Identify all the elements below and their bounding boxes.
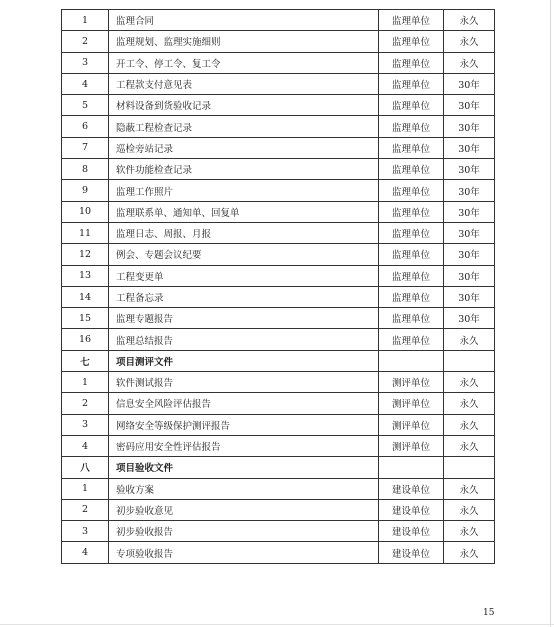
page-number: 15: [483, 608, 495, 618]
row-responsible-unit: 建设单位: [379, 499, 444, 520]
row-number: 3: [62, 414, 109, 435]
table-row: [62, 499, 495, 520]
row-retention-period: 永久: [444, 393, 495, 414]
row-retention-period: 30年: [444, 265, 495, 286]
row-retention-period: 永久: [444, 542, 495, 563]
table-row: [62, 222, 495, 243]
table-row: [62, 73, 495, 94]
row-number: 11: [62, 222, 109, 243]
row-number: 5: [62, 95, 109, 116]
row-document-name: 巡检旁站记录: [109, 137, 379, 158]
archive-file-table: [61, 9, 495, 564]
row-number: 9: [62, 180, 109, 201]
row-number: 6: [62, 116, 109, 137]
row-retention-period: 30年: [444, 159, 495, 180]
row-number: 1: [62, 10, 109, 31]
row-responsible-unit: 监理单位: [379, 286, 444, 307]
row-responsible-unit: 监理单位: [379, 329, 444, 350]
row-retention-period: 30年: [444, 137, 495, 158]
row-document-name: 工程款支付意见表: [109, 73, 379, 94]
row-responsible-unit: 监理单位: [379, 265, 444, 286]
row-responsible-unit: 测评单位: [379, 414, 444, 435]
table-row: [62, 52, 495, 73]
row-retention-period: 30年: [444, 244, 495, 265]
row-number: 1: [62, 478, 109, 499]
row-document-name: 软件测试报告: [109, 372, 379, 393]
row-document-name: 初步验收报告: [109, 521, 379, 542]
row-responsible-unit: 监理单位: [379, 180, 444, 201]
row-number: 3: [62, 521, 109, 542]
table-row: [62, 478, 495, 499]
row-responsible-unit: 监理单位: [379, 116, 444, 137]
table-section-row: [62, 350, 495, 371]
row-document-name: 开工令、停工令、复工令: [109, 52, 379, 73]
row-retention-period: 永久: [444, 414, 495, 435]
row-number: 7: [62, 137, 109, 158]
table-row: [62, 180, 495, 201]
row-responsible-unit: 建设单位: [379, 542, 444, 563]
row-document-name: 专项验收报告: [109, 542, 379, 563]
row-number: 8: [62, 159, 109, 180]
table-row: [62, 521, 495, 542]
row-retention-period: 永久: [444, 521, 495, 542]
row-responsible-unit: 监理单位: [379, 73, 444, 94]
row-number: 4: [62, 542, 109, 563]
row-responsible-unit: 监理单位: [379, 10, 444, 31]
table-row: [62, 137, 495, 158]
row-number: 13: [62, 265, 109, 286]
section-number: 八: [62, 457, 109, 478]
row-responsible-unit: 监理单位: [379, 308, 444, 329]
row-number: 1: [62, 372, 109, 393]
row-retention-period: 永久: [444, 478, 495, 499]
table-section-row: [62, 457, 495, 478]
row-document-name: 例会、专题会议纪要: [109, 244, 379, 265]
section-number: 七: [62, 350, 109, 371]
table-row: [62, 159, 495, 180]
row-responsible-unit: 监理单位: [379, 31, 444, 52]
row-number: 12: [62, 244, 109, 265]
table-row: [62, 95, 495, 116]
table-row: [62, 286, 495, 307]
row-document-name: 软件功能检查记录: [109, 159, 379, 180]
row-retention-period: 30年: [444, 116, 495, 137]
row-retention-period: [444, 457, 495, 478]
row-document-name: 材料设备到货验收记录: [109, 95, 379, 116]
row-retention-period: 永久: [444, 52, 495, 73]
row-number: 4: [62, 435, 109, 456]
row-responsible-unit: 建设单位: [379, 478, 444, 499]
section-title: 项目验收文件: [109, 457, 379, 478]
row-retention-period: 永久: [444, 435, 495, 456]
row-retention-period: [444, 350, 495, 371]
table-row: [62, 372, 495, 393]
row-document-name: 监理合同: [109, 10, 379, 31]
row-document-name: 监理总结报告: [109, 329, 379, 350]
row-responsible-unit: 建设单位: [379, 521, 444, 542]
row-responsible-unit: 监理单位: [379, 52, 444, 73]
row-document-name: 监理联系单、通知单、回复单: [109, 201, 379, 222]
row-document-name: 网络安全等级保护测评报告: [109, 414, 379, 435]
row-number: 4: [62, 73, 109, 94]
row-retention-period: 永久: [444, 31, 495, 52]
row-responsible-unit: 监理单位: [379, 244, 444, 265]
archive-file-table-body: [62, 10, 495, 564]
table-row: [62, 308, 495, 329]
row-responsible-unit: [379, 350, 444, 371]
row-number: 10: [62, 201, 109, 222]
row-document-name: 监理专题报告: [109, 308, 379, 329]
row-document-name: 监理工作照片: [109, 180, 379, 201]
row-number: 15: [62, 308, 109, 329]
row-document-name: 初步验收意见: [109, 499, 379, 520]
row-retention-period: 30年: [444, 95, 495, 116]
row-responsible-unit: 监理单位: [379, 201, 444, 222]
row-retention-period: 永久: [444, 372, 495, 393]
row-retention-period: 永久: [444, 10, 495, 31]
row-responsible-unit: 监理单位: [379, 95, 444, 116]
row-number: 14: [62, 286, 109, 307]
table-row: [62, 329, 495, 350]
table-row: [62, 435, 495, 456]
row-document-name: 验收方案: [109, 478, 379, 499]
row-document-name: 信息安全风险评估报告: [109, 393, 379, 414]
row-number: 3: [62, 52, 109, 73]
table-row: [62, 414, 495, 435]
row-document-name: 监理规划、监理实施细则: [109, 31, 379, 52]
row-retention-period: 30年: [444, 222, 495, 243]
table-row: [62, 542, 495, 563]
table-row: [62, 31, 495, 52]
row-retention-period: 30年: [444, 286, 495, 307]
row-document-name: 监理日志、周报、月报: [109, 222, 379, 243]
row-responsible-unit: 测评单位: [379, 393, 444, 414]
row-document-name: 工程变更单: [109, 265, 379, 286]
table-row: [62, 265, 495, 286]
row-retention-period: 永久: [444, 499, 495, 520]
page-edge-bottom: [0, 624, 554, 625]
row-retention-period: 30年: [444, 180, 495, 201]
row-responsible-unit: 测评单位: [379, 372, 444, 393]
row-document-name: 密码应用安全性评估报告: [109, 435, 379, 456]
table-row: [62, 244, 495, 265]
table-row: [62, 10, 495, 31]
section-title: 项目测评文件: [109, 350, 379, 371]
row-number: 2: [62, 393, 109, 414]
row-number: 16: [62, 329, 109, 350]
table-row: [62, 116, 495, 137]
row-responsible-unit: 监理单位: [379, 159, 444, 180]
row-responsible-unit: [379, 457, 444, 478]
row-number: 2: [62, 499, 109, 520]
row-document-name: 隐蔽工程检查记录: [109, 116, 379, 137]
page-edge-right: [550, 0, 551, 627]
row-responsible-unit: 监理单位: [379, 222, 444, 243]
row-retention-period: 30年: [444, 73, 495, 94]
table-row: [62, 393, 495, 414]
row-number: 2: [62, 31, 109, 52]
row-responsible-unit: 测评单位: [379, 435, 444, 456]
row-document-name: 工程备忘录: [109, 286, 379, 307]
row-retention-period: 30年: [444, 308, 495, 329]
row-responsible-unit: 监理单位: [379, 137, 444, 158]
row-retention-period: 永久: [444, 329, 495, 350]
table-row: [62, 201, 495, 222]
row-retention-period: 30年: [444, 201, 495, 222]
